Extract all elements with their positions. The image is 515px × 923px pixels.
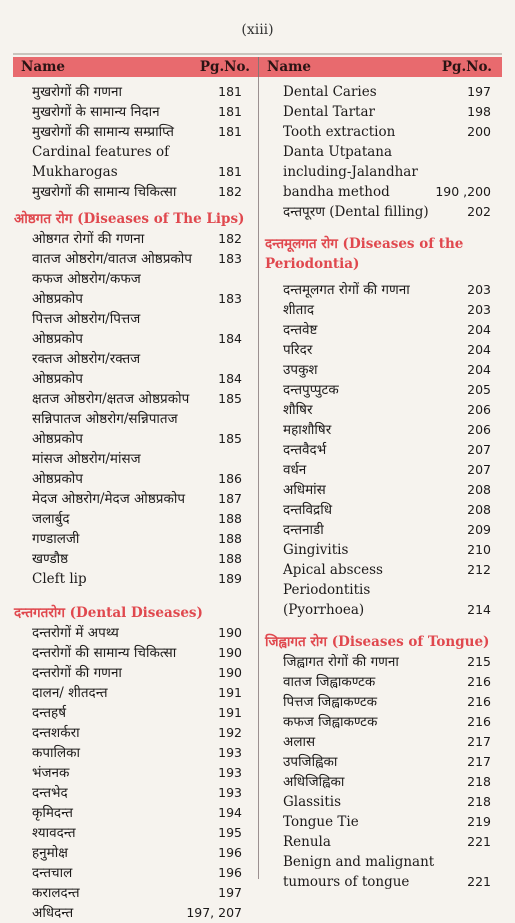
header-name-label: Name [21,59,65,75]
header-left [13,57,259,77]
list-item [283,812,501,832]
entry-page-number: 196 [218,845,242,860]
list-item [32,683,250,703]
entry-page-number: 203 [467,302,491,317]
entry-page-number: 193 [218,785,242,800]
entry-title: वर्धन [283,462,307,478]
entry-page-number: 221 [467,834,491,849]
entry-page-number: 194 [218,805,242,820]
list-item [32,249,250,269]
entry-page-number: 191 [218,705,242,720]
list-item [32,703,250,723]
entry-title: जलार्बुद [32,511,70,527]
entry-page-number: 186 [218,471,242,486]
list-intro [265,82,501,222]
list-item [283,832,501,852]
entry-title: शौषिर [283,402,313,418]
entry-page-number: 181 [218,84,242,99]
entry-title: मुखरोगों के सामान्य निदान [32,104,160,120]
entry-page-number: 193 [218,745,242,760]
entry-page-number: 206 [467,422,491,437]
list-item [283,580,501,620]
entry-page-number: 185 [218,431,242,446]
list-intro [14,82,250,202]
entry-title: करालदन्त [32,885,80,901]
entry-title: रक्तज ओष्ठरोग/रक्तज ओष्ठप्रकोप [32,351,141,387]
entry-title: Cardinal features of Mukharogas [32,144,170,180]
entry-page-number: 218 [467,774,491,789]
entry-page-number: 217 [467,754,491,769]
entry-title: दन्तशर्करा [32,725,80,741]
entry-title: पित्तज जिह्वाकण्टक [283,694,378,710]
list-item [32,569,250,589]
entry-page-number: 212 [467,562,491,577]
entry-page-number: 189 [218,571,242,586]
list-item [32,763,250,783]
header-name-label: Name [267,59,311,75]
list-item [283,520,501,540]
list-item [32,549,250,569]
list-item [283,560,501,580]
entry-page-number: 209 [467,522,491,537]
entry-title: दन्तपूरण (Dental filling) [283,204,429,220]
entry-page-number: 203 [467,282,491,297]
entry-title: भंजनक [32,765,70,781]
entry-page-number: 207 [467,442,491,457]
entry-title: कपालिका [32,745,81,761]
list-item [283,772,501,792]
entry-page-number: 206 [467,402,491,417]
list-item [32,903,250,923]
entry-title: Glassitis [283,794,341,810]
entry-title: दन्तमूलगत रोगों की गणना [283,282,410,298]
list-item [32,142,250,182]
header-right [259,57,502,77]
list-item [32,663,250,683]
header-pg-label: Pg.No. [441,59,492,75]
list-tongue [265,652,501,892]
entry-page-number: 204 [467,342,491,357]
entry-title: उपजिह्विका [283,754,338,770]
entry-title: क्षतज ओष्ठरोग/क्षतज ओष्ठप्रकोप [32,391,190,407]
list-item [283,320,501,340]
list-item [32,182,250,202]
list-lips [14,229,250,589]
entry-title: दन्तरोगों की सामान्य चिकित्सा [32,645,177,661]
list-item [283,400,501,420]
entry-title: दन्तपुप्पुटक [283,382,339,398]
header-pg-label: Pg.No. [199,59,250,75]
entry-page-number: 208 [467,502,491,517]
entry-title: गण्डालजी [32,531,80,547]
table-header [13,57,502,77]
entry-title: पित्तज ओष्ठरोग/पित्तज ओष्ठप्रकोप [32,311,141,347]
page-number: (xiii) [241,22,274,38]
entry-page-number: 210 [467,542,491,557]
entry-page-number: 190 ,200 [435,184,491,199]
list-item [32,643,250,663]
entry-page-number: 219 [467,814,491,829]
entry-page-number: 181 [218,104,242,119]
entry-title: जिह्वागत रोगों की गणना [283,654,399,670]
entry-title: Gingivitis [283,542,349,558]
entry-title: कफज ओष्ठरोग/कफज ओष्ठप्रकोप [32,271,141,307]
left-column [14,79,250,923]
list-item [283,280,501,300]
entry-title: Dental Tartar [283,104,375,120]
entry-page-number: 197 [218,885,242,900]
entry-title: मांसज ओष्ठरोग/मांसज ओष्ठप्रकोप [32,451,141,487]
list-item [283,380,501,400]
entry-page-number: 196 [218,865,242,880]
list-item [32,389,250,409]
entry-page-number: 188 [218,551,242,566]
list-item [32,803,250,823]
list-item [32,102,250,122]
entry-title: अधिजिह्विका [283,774,345,790]
list-item [32,449,250,489]
entry-title: मुखरोगों की सामान्य सम्प्राप्ति [32,124,174,140]
list-item [32,743,250,763]
list-item [32,863,250,883]
entry-page-number: 190 [218,665,242,680]
entry-title: दन्तचाल [32,865,73,881]
entry-page-number: 198 [467,104,491,119]
list-item [32,122,250,142]
list-item [32,309,250,349]
list-item [283,82,501,102]
entry-title: परिदर [283,342,313,358]
entry-title: दन्तरोगों में अपथ्य [32,625,119,641]
list-item [283,122,501,142]
entry-title: दन्तवेष्ट [283,322,318,338]
entry-title: वातज ओष्ठरोग/वातज ओष्ठप्रकोप [32,251,192,267]
list-item [283,142,501,202]
entry-page-number: 181 [218,164,242,179]
list-item [32,843,250,863]
section-title-tongue: जिह्वागत रोग (Diseases of Tongue) [265,634,490,650]
entry-page-number: 183 [218,291,242,306]
entry-page-number: 181 [218,124,242,139]
section-title-dental: दन्तगतरोग (Dental Diseases) [14,605,203,621]
list-item [283,732,501,752]
list-item [283,692,501,712]
entry-title: Dental Caries [283,84,377,100]
entry-title: Periodontitis (Pyorrhoea) [283,582,371,618]
list-item [283,102,501,122]
entry-title: हनुमोक्ष [32,845,68,861]
list-item [283,652,501,672]
entry-page-number: 214 [467,602,491,617]
list-dental [14,623,250,923]
entry-title: ओष्ठगत रोगों की गणना [32,231,145,247]
entry-title: Cleft lip [32,571,87,587]
entry-page-number: 208 [467,482,491,497]
entry-page-number: 182 [218,184,242,199]
list-item [283,202,501,222]
entry-page-number: 192 [218,725,242,740]
list-item [32,823,250,843]
list-item [32,229,250,249]
section-title-lips: ओष्ठगत रोग (Diseases of The Lips) [14,211,245,227]
entry-title: महाशौषिर [283,422,332,438]
entry-title: Tongue Tie [283,814,359,830]
entry-title: दन्तविद्रधि [283,502,332,518]
entry-title: दन्तभेद [32,785,68,801]
entry-title: सन्निपातज ओष्ठरोग/सन्निपातज ओष्ठप्रकोप [32,411,178,447]
list-item [283,440,501,460]
list-item [283,480,501,500]
entry-title: कफज जिह्वाकण्टक [283,714,378,730]
entry-title: मुखरोगों की सामान्य चिकित्सा [32,184,177,200]
list-item [32,269,250,309]
entry-page-number: 190 [218,645,242,660]
entry-page-number: 221 [467,874,491,889]
entry-title: Danta Utpatana including-Jalandhar bandha method [283,144,418,200]
right-column [265,79,501,892]
entry-page-number: 188 [218,511,242,526]
entry-title: श्यावदन्त [32,825,76,841]
list-item [32,82,250,102]
entry-page-number: 197 [467,84,491,99]
list-item [283,712,501,732]
list-item [32,783,250,803]
list-item [32,883,250,903]
entry-title: मेदज ओष्ठरोग/मेदज ओष्ठप्रकोप [32,491,186,507]
entry-page-number: 185 [218,391,242,406]
entry-page-number: 215 [467,654,491,669]
list-item [283,792,501,812]
column-divider [258,77,259,879]
list-item [283,500,501,520]
entry-page-number: 191 [218,685,242,700]
list-item [32,623,250,643]
entry-page-number: 188 [218,531,242,546]
entry-page-number: 182 [218,231,242,246]
entry-page-number: 195 [218,825,242,840]
list-item [283,752,501,772]
entry-page-number: 204 [467,322,491,337]
entry-page-number: 205 [467,382,491,397]
list-item [32,489,250,509]
header-rule [13,53,502,55]
entry-page-number: 193 [218,765,242,780]
entry-title: Apical abscess [283,562,383,578]
entry-page-number: 216 [467,674,491,689]
entry-title: उपकुश [283,362,318,378]
list-item [283,460,501,480]
entry-title: अलास [283,734,316,750]
entry-title: दन्तरोगों की गणना [32,665,122,681]
entry-page-number: 217 [467,734,491,749]
entry-title: अधिमांस [283,482,326,498]
list-item [32,723,250,743]
entry-title: अधिदन्त [32,905,74,921]
entry-title: Tooth extraction [283,124,396,140]
entry-page-number: 184 [218,331,242,346]
list-item [283,852,501,892]
entry-page-number: 187 [218,491,242,506]
entry-page-number: 184 [218,371,242,386]
section-title-periodontia: दन्तमूलगत रोग (Diseases of the Periodontia) [265,236,464,272]
entry-title: दन्तवैदर्भ [283,442,327,458]
list-periodontia [265,280,501,620]
entry-page-number: 216 [467,694,491,709]
entry-title: शीताद [283,302,315,318]
entry-page-number: 197, 207 [186,905,242,920]
list-item [283,672,501,692]
list-item [283,540,501,560]
entry-title: दन्तहर्ष [32,705,66,721]
list-item [283,340,501,360]
entry-title: दन्तनाडी [283,522,324,538]
entry-title: खण्डौष्ठ [32,551,69,567]
list-item [32,509,250,529]
entry-page-number: 216 [467,714,491,729]
list-item [32,409,250,449]
entry-page-number: 183 [218,251,242,266]
entry-page-number: 202 [467,204,491,219]
entry-page-number: 204 [467,362,491,377]
list-item [283,360,501,380]
entry-title: Renula [283,834,331,850]
entry-title: कृमिदन्त [32,805,73,821]
entry-page-number: 218 [467,794,491,809]
list-item [283,420,501,440]
entry-page-number: 200 [467,124,491,139]
entry-title: वातज जिह्वाकण्टक [283,674,376,690]
entry-title: दालन/ शीतदन्त [32,685,108,701]
entry-title: मुखरोगों की गणना [32,84,123,100]
entry-title: Benign and malignant tumours of tongue [283,854,435,890]
list-item [32,349,250,389]
list-item [32,529,250,549]
entry-page-number: 207 [467,462,491,477]
entry-page-number: 190 [218,625,242,640]
list-item [283,300,501,320]
